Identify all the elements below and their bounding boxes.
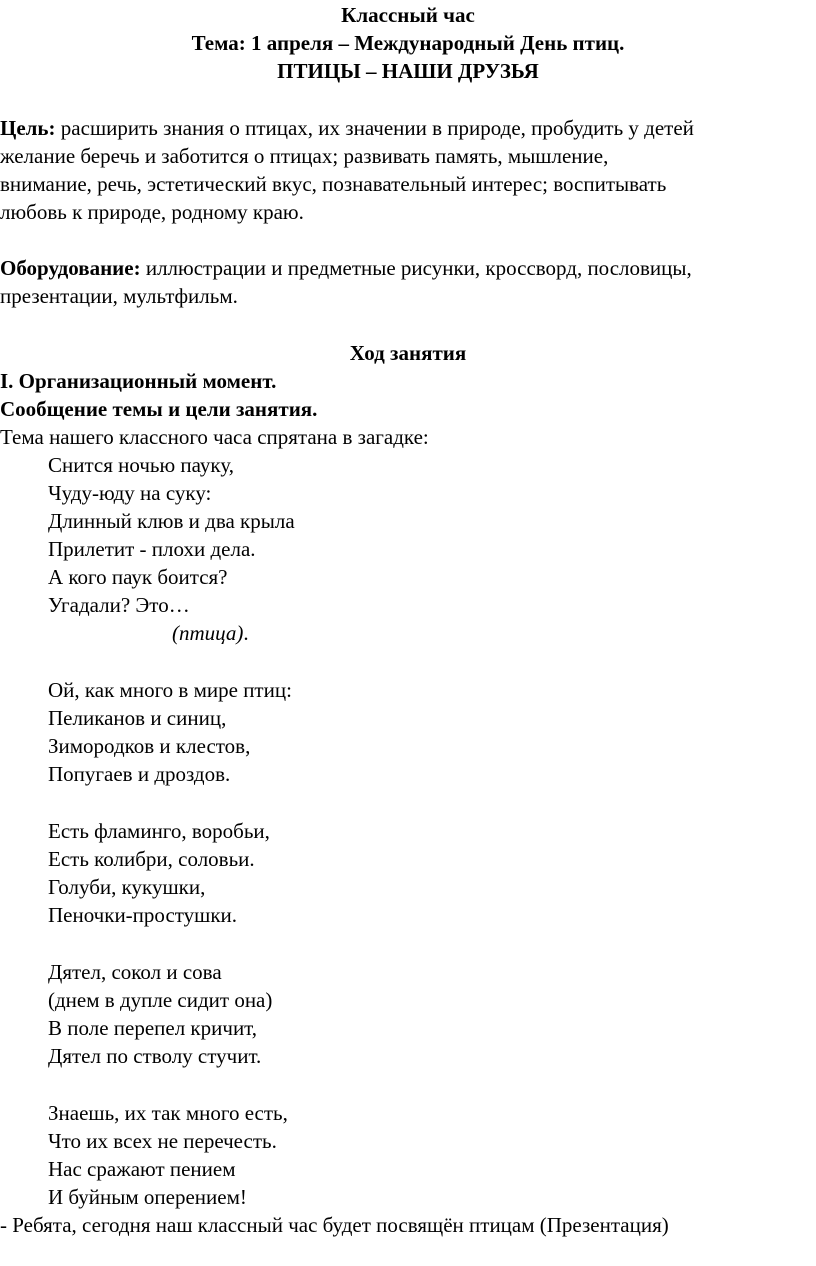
riddle-intro: Тема нашего классного часа спрятана в загадке: [0, 425, 429, 449]
riddle-line: Прилетит - плохи дела. [48, 537, 256, 561]
poem-line: Пеночки-простушки. [48, 903, 238, 927]
equipment-line-1 [0, 254, 692, 282]
riddle-line: Длинный клюв и два крыла [48, 509, 295, 533]
poem-line: Знаешь, их так много есть, [48, 1101, 288, 1125]
riddle-answer: (птица) [172, 621, 244, 645]
poem-line: Что их всех не перечесть. [48, 1129, 277, 1153]
poem-line: Пеликанов и синиц, [48, 706, 227, 730]
goal-line-2: желание беречь и заботится о птицах; развивать память, мышление, [0, 144, 609, 168]
section-subheading: Сообщение темы и цели занятия. [0, 397, 318, 421]
doc-subtitle: ПТИЦЫ – НАШИ ДРУЗЬЯ [277, 59, 539, 83]
poem-line: Голуби, кукушки, [48, 875, 206, 899]
riddle-line: А кого паук боится? [48, 565, 228, 589]
riddle-line: Угадали? Это… [48, 593, 190, 617]
riddle-answer-line [172, 619, 249, 647]
equipment-line-2: презентации, мультфильм. [0, 284, 238, 308]
poem-line: Нас сражают пением [48, 1157, 236, 1181]
poem-line: Ой, как много в мире птиц: [48, 678, 292, 702]
section-heading: I. Организационный момент. [0, 369, 277, 393]
equipment-text: иллюстрации и предметные рисунки, кроссворд, пословицы, [140, 256, 692, 280]
goal-label: Цель: [0, 116, 56, 140]
riddle-line: Чуду-юду на суку: [48, 481, 212, 505]
poem-line: Есть фламинго, воробьи, [48, 819, 270, 843]
poem-line: Дятел по стволу стучит. [48, 1044, 262, 1068]
goal-text: расширить знания о птицах, их значении в природе, пробудить у детей [55, 116, 694, 140]
poem-line: (днем в дупле сидит она) [48, 988, 273, 1012]
riddle-line: Снится ночью пауку, [48, 453, 234, 477]
closing-line: - Ребята, сегодня наш классный час будет посвящён птицам (Презентация) [0, 1213, 669, 1237]
poem-line: И буйным оперением! [48, 1185, 247, 1209]
poem-line: Дятел, сокол и сова [48, 960, 222, 984]
poem-line: Зимородков и клестов, [48, 734, 251, 758]
equipment-label: Оборудование: [0, 256, 141, 280]
goal-line-3: внимание, речь, эстетический вкус, познавательный интерес; воспитывать [0, 172, 667, 196]
poem-line: Есть колибри, соловьи. [48, 847, 255, 871]
poem-line: В поле перепел кричит, [48, 1016, 258, 1040]
doc-topic: Тема: 1 апреля – Международный День птиц. [191, 31, 625, 55]
doc-title: Классный час [341, 3, 475, 27]
lesson-heading: Ход занятия [349, 341, 467, 365]
goal-line-1 [0, 114, 694, 142]
riddle-answer-suffix: . [243, 621, 249, 645]
goal-line-4: любовь к природе, родному краю. [0, 200, 304, 224]
poem-line: Попугаев и дроздов. [48, 762, 231, 786]
